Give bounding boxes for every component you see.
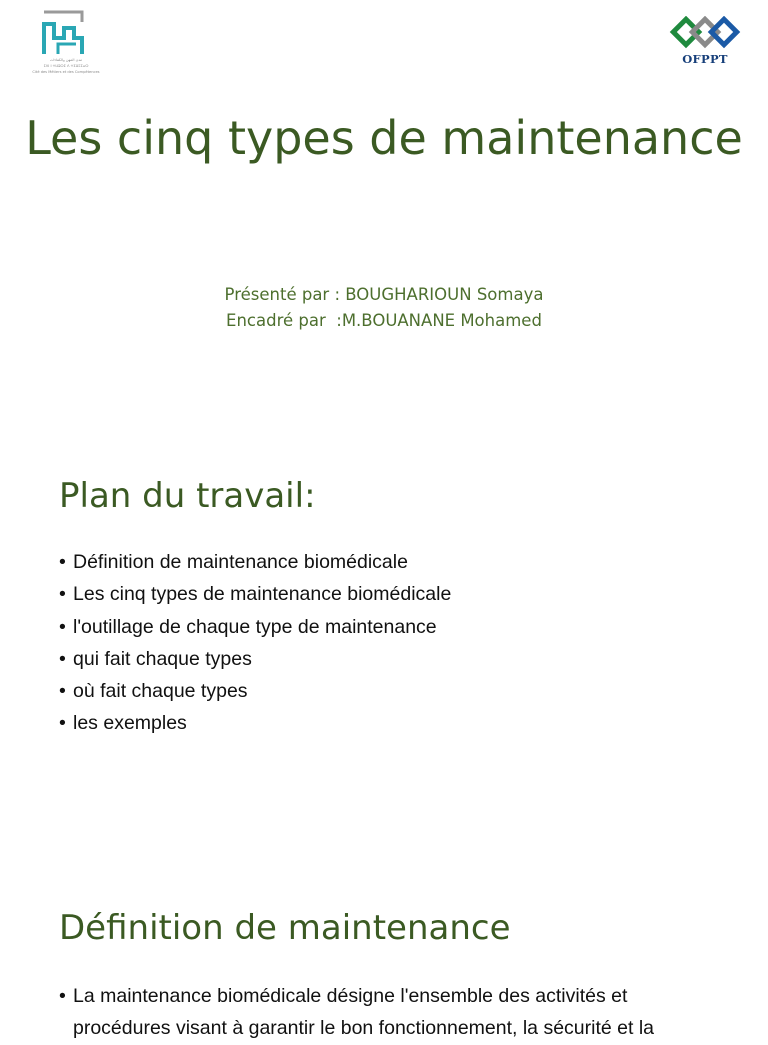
ofppt-wordmark: OFPPT [682,52,728,66]
ofppt-logo [668,16,742,70]
list-item: • La maintenance biomédicale désigne l'ensemble des activités et procédures visant à garantir le bon fonctionnement, la sécurité et la [59,980,709,1045]
logo-caption-ar: مدن المهن والكفاءات [49,58,83,62]
cmc-logo [28,8,104,82]
list-item: • Les cinq types de maintenance biomédicale [59,578,451,610]
ofppt-logo-icon [668,16,742,52]
slide-subtitle: Présenté par : BOUGHARIOUN Somaya Encadré par :M.BOUANANE Mohamed [224,285,544,330]
definition-heading: Définition de maintenance [59,908,511,948]
list-item: • l'outillage de chaque type de maintenance [59,611,451,643]
slide-title: Les cinq types de maintenance [25,111,743,165]
plan-heading: Plan du travail: [59,476,316,516]
logo-caption-tz: ⵎⴷⵏ ⵏ ⵜⵡⵓⵔⵉ ⴷ ⵜⵉⵣⵎⵎⴰⵔ [43,64,89,68]
plan-list [59,546,451,740]
list-item: • les exemples [59,707,451,739]
definition-list [59,980,709,1045]
list-item: • qui fait chaque types [59,643,451,675]
building-logo-icon [28,8,104,56]
logo-caption-fr: Cité des Métiers et des Compétences [32,70,100,74]
list-item: • où fait chaque types [59,675,451,707]
list-item: • Définition de maintenance biomédicale [59,546,451,578]
